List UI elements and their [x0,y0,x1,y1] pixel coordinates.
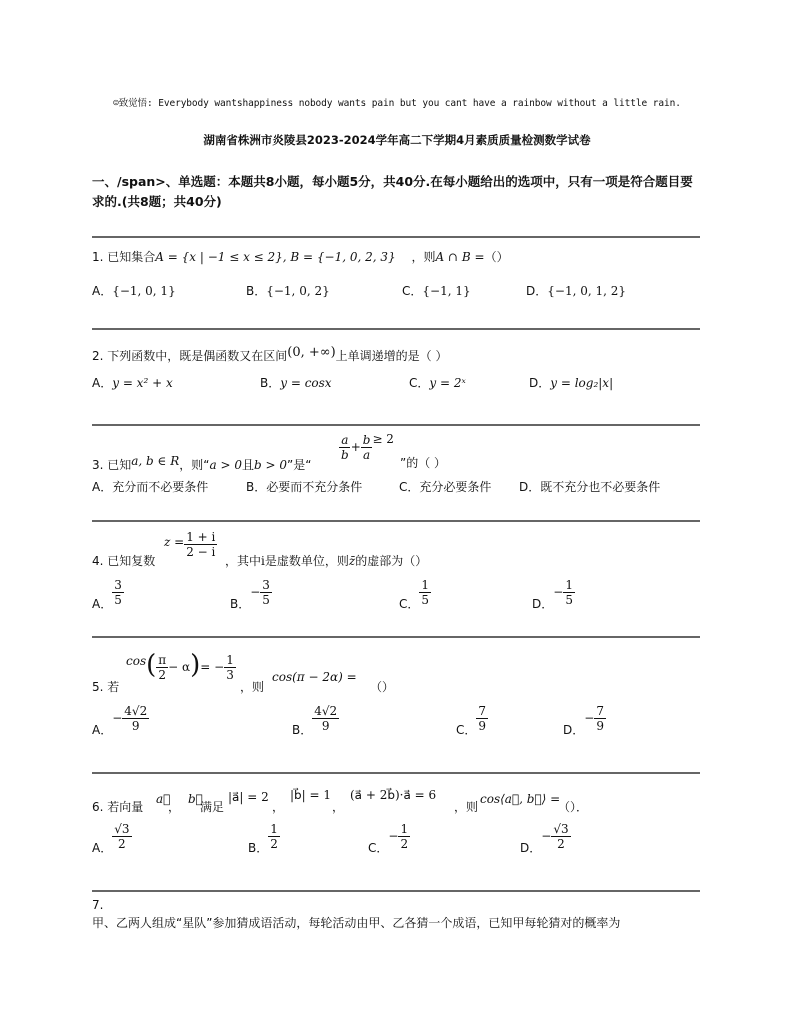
q3-option-c[interactable]: C．充分必要条件 [399,480,492,494]
divider [92,520,700,522]
q5-stem-b: ，则 [240,680,265,694]
q1-ask: A ∩ B = [435,250,485,264]
q3-ineq: $\frac{a}{b}$ + $\frac{b}{a}$ ≥ 2 [341,432,394,462]
q4-zbar: z̄ [348,554,356,568]
q2-option-c[interactable]: C．y = 2ˣ [409,376,466,390]
q4-z-def: z = $\frac{1 + i}{2 - i}$ [164,530,216,559]
section-heading: 一、/span>、单选题：本题共8小题，每小题5分，共40分.在每小题给出的选项中，只有一项是符合题目要求的.(共8题；共40分) [92,174,693,209]
q3-option-a[interactable]: A．充分而不必要条件 [92,480,209,494]
q6-paren: （）． [558,800,589,814]
q1-stem-b: ，则 [411,250,436,264]
question-5 [92,648,702,692]
q6-option-b[interactable]: B． $\frac{1}{2}$ [248,822,278,855]
q6-cond-1: |a⃗| = 2 [228,790,269,804]
divider [92,236,700,238]
q1-option-b[interactable]: B．{−1, 0, 2} [246,284,330,298]
q6-stem: 6. 若向量 [92,800,144,814]
q5-ask: cos(π − 2α) = [272,670,357,684]
q4-stem-b: ，其中 [225,554,262,568]
q6-vec-a: a⃗ [156,792,171,806]
question-2 [92,340,692,369]
exam-title: 湖南省株洲市炎陵县2023-2024学年高二下学期4月素质质量检测数学试卷 [203,133,591,147]
q4-i: i [261,554,265,568]
divider [92,636,700,638]
q5-option-c[interactable]: C． $\frac{7}{9}$ [456,704,487,737]
q4-option-d[interactable]: D．− $\frac{1}{5}$ [532,578,573,611]
question-1 [92,244,692,270]
q1-option-c[interactable]: C．{−1, 1} [402,284,471,298]
q4-stem-d: 的虚部为（） [355,554,428,568]
q6-option-d[interactable]: D．− $\frac{√3}{2}$ [520,822,569,855]
question-4 [92,528,702,572]
q5-option-a[interactable]: A．− $\frac{4√2}{9}$ [92,704,148,737]
q3-stem-d: ”是“ [287,458,312,472]
q1-paren: （） [484,250,509,264]
divider [92,890,700,892]
q6-stem-c: ，则 [454,800,479,814]
q3-stem-c: 且 [241,458,254,472]
q6-sep: ， [332,800,345,814]
divider [92,772,700,774]
q2-interval: (0, +∞) [287,345,336,360]
q6-sep: ， [168,800,181,814]
q4-option-b[interactable]: B．− $\frac{3}{5}$ [230,578,270,611]
q3-p1: a > 0 [209,458,242,472]
q6-option-a[interactable]: A． $\frac{√3}{2}$ [92,822,130,855]
q4-stem-c: 是虚数单位，则 [264,554,349,568]
q4-option-a[interactable]: A． $\frac{3}{5}$ [92,578,122,611]
q5-option-d[interactable]: D．− $\frac{7}{9}$ [563,704,604,737]
q2-option-d[interactable]: D．y = log₂|x| [529,376,614,390]
q2-stem-b: 上单调递增的是（ ） [335,349,448,363]
q3-stem-e: ”的（ ） [400,456,447,470]
q5-condition: cos( $\frac{\pi}{2}$ − α)= − $\frac{1}{3}$ [126,650,234,682]
motto-line: ☺致觉悟: Everybody wantshappiness nobody wants pain but you cant have a rainbow without a little rain. [113,98,681,109]
q3-stem: 3. 已知 [92,458,132,472]
divider [92,328,700,330]
q2-option-a[interactable]: A．y = x² + x [92,376,173,390]
q3-stem-b: ，则“ [179,458,210,472]
question-3 [92,432,702,472]
q5-paren: （） [370,680,395,694]
question-6 [92,782,702,818]
q1-option-d[interactable]: D．{−1, 0, 1, 2} [526,284,626,298]
q5-option-b[interactable]: B． $\frac{4√2}{9}$ [292,704,338,737]
q6-vec-b: b⃗ [188,792,203,806]
q3-option-b[interactable]: B．必要而不充分条件 [246,480,363,494]
q3-cond: a, b ∈ R [131,454,180,468]
q6-sep: ， [272,800,285,814]
q3-option-d[interactable]: D．既不充分也不必要条件 [519,480,661,494]
q6-ask: cos⟨a⃗, b⃗⟩ = [480,792,561,806]
q6-cond-2: |b⃗| = 1 [290,788,332,802]
q7-number: 7. [92,898,104,912]
q2-option-b[interactable]: B．y = cosx [260,376,332,390]
q5-stem: 5. 若 [92,680,120,694]
q6-stem-b: 满足 [200,800,225,814]
divider [92,424,700,426]
q1-stem: 1. 已知集合 [92,250,156,264]
q6-cond-3: (a⃗ + 2b⃗)·a⃗ = 6 [350,788,437,802]
q3-p2: b > 0 [254,458,287,472]
q4-option-c[interactable]: C． $\frac{1}{5}$ [399,578,430,611]
q7-text: 甲、乙两人组成“星队”参加猜成语活动，每轮活动由甲、乙各猜一个成语，已知甲每轮猜对的概率为 [92,916,621,930]
q4-stem: 4. 已知复数 [92,554,156,568]
q1-set-expr: A = {x | −1 ≤ x ≤ 2}, B = {−1, 0, 2, 3} [155,250,396,264]
q6-option-c[interactable]: C．− $\frac{1}{2}$ [368,822,409,855]
q2-stem: 2. 下列函数中，既是偶函数又在区间 [92,349,288,363]
q1-option-a[interactable]: A．{−1, 0, 1} [92,284,176,298]
